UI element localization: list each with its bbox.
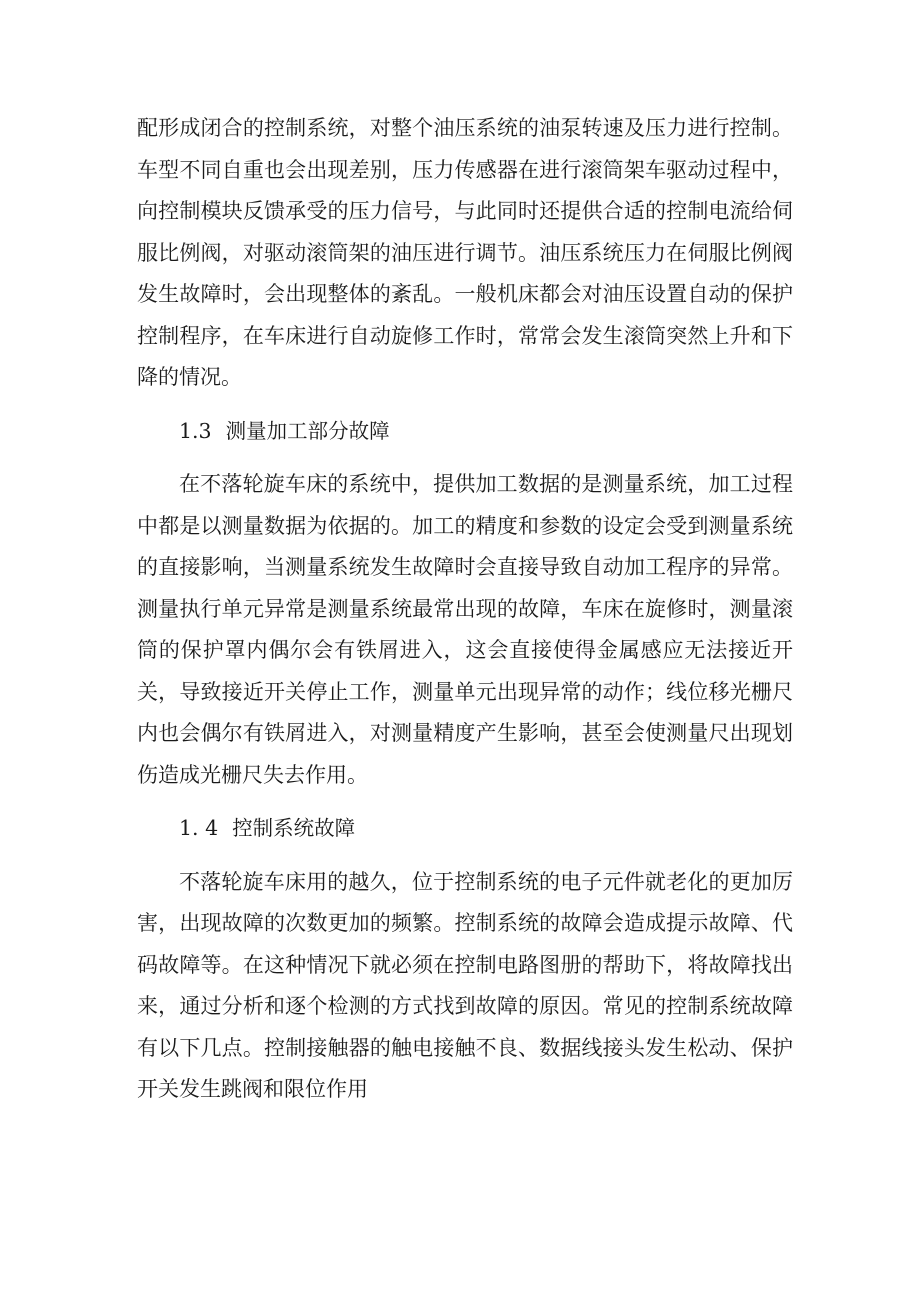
section-heading-1-3 — [137, 411, 793, 453]
paragraph-control-system-faults: 不落轮旋车床用的越久，位于控制系统的电子元件就老化的更加厉害，出现故障的次数更加的频繁。控制系统的故障会造成提示故障、代码故障等。在这种情况下就必须在控制电路图册的帮助下，将故障找出来，通过分析和逐个检测的方式找到故障的原因。常见的控制系统故障有以下几点。控制接触器的触电接触不良、数据线接头发生松动、保护开关发生跳阀和限位作用 — [137, 869, 793, 1101]
paragraph-measurement-faults: 在不落轮旋车床的系统中，提供加工数据的是测量系统，加工过程中都是以测量数据为依据的。加工的精度和参数的设定会受到测量系统的直接影响，当测量系统发生故障时会直接导致自动加工程序的异常。测量执行单元异常是测量系统最常出现的故障，车床在旋修时，测量滚筒的保护罩内偶尔会有铁屑进入，这会直接使得金属感应无法接近开关，导致接近开关停止工作，测量单元出现异常的动作；线位移光栅尺内也会偶尔有铁屑进入，对测量精度产生影响，甚至会使测量尺出现划伤造成光栅尺失去作用。 — [137, 472, 793, 787]
section-title: 控制系统故障 — [232, 816, 356, 840]
section-heading-1-4 — [137, 808, 793, 850]
section-title: 测量加工部分故障 — [225, 418, 390, 443]
document-body — [137, 108, 793, 1111]
section-number: 1. 4 — [179, 816, 219, 840]
section-number: 1.3 — [179, 418, 212, 443]
paragraph-hydraulic-control: 配形成闭合的控制系统，对整个油压系统的油泵转速及压力进行控制。车型不同自重也会出现差别，压力传感器在进行滚筒架车驱动过程中，向控制模块反馈承受的压力信号，与此同时还提供合适的控制电流给伺服比例阀，对驱动滚筒架的油压进行调节。油压系统压力在伺服比例阀发生故障时，会出现整体的紊乱。一般机床都会对油压设置自动的保护控制程序，在车床进行自动旋修工作时，常常会发生滚筒突然上升和下降的情况。 — [137, 116, 793, 389]
